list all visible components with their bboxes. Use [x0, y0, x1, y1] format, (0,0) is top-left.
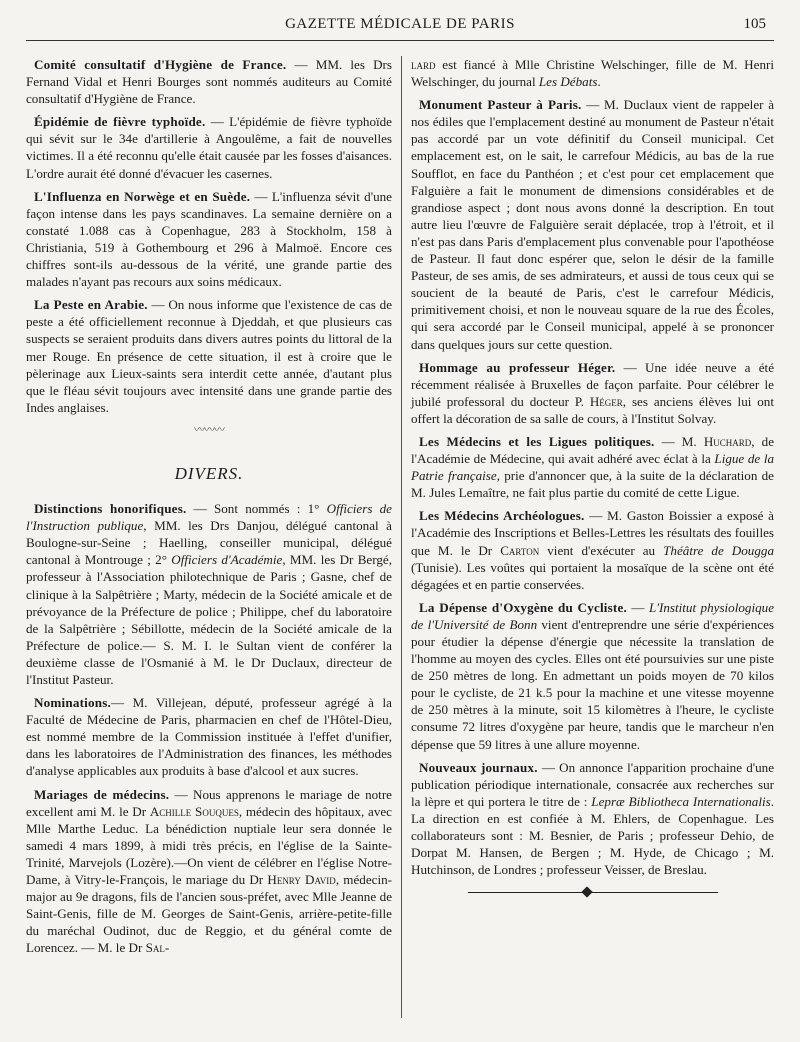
article-body: , médecin-major au 9e dragons, fils de l'ancien sous-préfet, avec Mlle Jeanne de Saint-Genis, fille de M. Georges de Saint-Genis, arrière-petite-fille du maréchal Oudinot, duc de Reggio, et du général comte de Lorencez. — M. le Dr [26, 872, 392, 956]
article-title: Les Médecins et les Ligues politiques. [419, 433, 655, 449]
italic-text: Lepræ Bibliotheca Internationalis [591, 793, 771, 809]
article-title: L'Influenza en Norwège et en Suède. [34, 188, 251, 204]
italic-text: L'Institut physiologique de l'Université de Bonn [411, 599, 775, 632]
italic-text: Ligue de la Patrie française [411, 451, 775, 484]
article-title: Nouveaux journaux. [419, 759, 538, 775]
article-nouveaux-journaux [411, 759, 774, 879]
article-title: Épidémie de fièvre typhoïde. [34, 114, 206, 130]
article-hommage-heger [411, 359, 774, 427]
article-comite-hygiene [26, 56, 392, 107]
article-body: — M. Duclaux vient de rappeler à nos édiles que l'emplacement destiné au monument de Pasteur n'était pas accordé par un vote définitif du Conseil municipal. Cet emplacement est, on le sait, le carrefour Médicis, au bas de la rue Soufflot, en face du Panthéon ; et c'est pour cet emplacement que Falguière a fait le monument de dimensions considérables et de grandiose aspect ; dont nous avons donné la description. En tout autre lieu l'œuvre de Falguière serait déplacée, trop à l'étroit, et il n'est pas dans Paris d'emplacement plus convenable pour l'apothéose de Pasteur. Il faut donc espérer que, selon le désir de la famille Pasteur, de ses amis, de ses admirateurs, et aussi de tous ceux qui se soucient de la beauté de Paris, c'est le carrefour Médicis, primitivement choisi, et non le nouveau square de la rue des Écoles, qui sera accordé par le Conseil municipal, appelé à se prononcer dans quelques jours sur cette question. [411, 97, 774, 352]
article-ligues-politiques [411, 433, 774, 501]
article-title: Distinctions honorifiques. [34, 501, 187, 517]
article-body: , médecin des hôpitaux, avec Mlle Marthe Leduc. La bénédiction nuptiale leur sera donnée le samedi 4 mars 1899, à midi très précis, en l'église de la Sainte-Trinité, Marvejols (Lozère).—On vient de célébrer en l'église Notre-Dame, à Vitry-le-François, le mariage du Dr [26, 803, 392, 888]
article-body: — L'épidémie de fièvre typhoïde qui sévit sur le 34e d'artillerie à Angoulême, a fait de nouvelles victimes. Il a été reconnu qu'elle était causée par les fosses d'aisances. L'ordre aurait été donné d'évacuer les casernes. [26, 114, 392, 181]
article-fievre-typhoide [26, 113, 392, 181]
article-distinctions [26, 500, 392, 688]
article-body: , ses anciens élèves lui ont offert la décoration de sa salle de cours, à l'Institut Solvay. [411, 393, 774, 426]
person-name: Sal- [145, 940, 170, 956]
article-body: — M. Gaston Boissier a exposé à l'Académie des Inscriptions et Belles-Lettres les résultats des fouilles que M. le Dr [411, 508, 774, 558]
person-name: lard [411, 57, 436, 72]
page-number: 105 [743, 16, 766, 32]
right-column [411, 56, 774, 893]
article-title: Mariages de médecins. [34, 786, 170, 802]
article-title: La Peste en Arabie. [34, 297, 148, 313]
article-peste-arabie [26, 296, 392, 416]
italic-text: Les Débats [538, 74, 598, 90]
article-title: Comité consultatif d'Hygiène de France. [34, 57, 287, 72]
article-mariages [26, 786, 392, 957]
article-mariages-continued [411, 56, 774, 90]
diamond-ornament [581, 887, 592, 898]
article-body: — [626, 599, 649, 615]
article-title: La Dépense d'Oxygène du Cycliste. [419, 599, 627, 615]
article-body: — Sont nommés : 1° [186, 501, 327, 517]
article-influenza [26, 188, 392, 291]
person-name: Achille Souques [149, 803, 239, 819]
italic-text: Théâtre de Dougga [663, 542, 774, 558]
page-header [26, 14, 774, 41]
article-body: , prie d'annoncer que, à la suite de la déclaration de M. Jules Lemaître, ne fait plus partie du comité de cette Ligue. [411, 468, 774, 501]
article-body: — Une idée neuve a été récemment réalisée à Bruxelles de façon parfaite. Pour célébrer le jubilé professoral du docteur P. [411, 359, 775, 409]
end-rule [468, 892, 718, 893]
article-body: . [597, 74, 601, 90]
article-monument-pasteur [411, 96, 774, 352]
journal-title: GAZETTE MÉDICALE DE PARIS [285, 16, 515, 32]
article-body: est fiancé à Mlle Christine Welschinger, fille de M. Henri Welschinger, du journal [411, 57, 774, 90]
italic-text: Officiers de l'Instruction publique [26, 501, 392, 534]
article-body: vient d'exécuter au [539, 542, 664, 558]
article-title: Hommage au professeur Héger. [419, 359, 616, 375]
article-medecins-archeologues [411, 507, 774, 592]
section-heading-divers: DIVERS. [174, 463, 244, 483]
article-body: vient d'entreprendre une série d'expériences pour étudier la dépense d'énergie que nécessite la translation de l'homme au moyen des cycles. Elles ont été poursuivies sur une piste de 250 mètres de long. En admettant un poids moyen de 70 kilos pour le cycliste, de 21 k.5 pour la machine et une vitesse moyenne de 250 mètres à la minute, soit 15 kilomètres à l'heure, le cycliste consume 72 litres d'oxygène par heure, tandis que le marcheur n'en dépense que 59 litres à une allure moyenne. [411, 616, 774, 752]
article-body: — M. Villejean, député, professeur agrégé à la Faculté de Médecine de Paris, pharmacien en chef de l'Hôtel-Dieu, est nommé membre de la Commission instituée à l'effet d'unifier, dans les laboratoires de l'Administration des finances, les méthodes d'analyse applicables aux produits à base d'alcool et aux sucres. [26, 695, 392, 779]
article-title: Nominations. [34, 695, 111, 711]
person-name: Héger [589, 393, 623, 409]
article-body: (Tunisie). Les voûtes qui portaient la mosaïque de la scène ont été dégagées et en partie conservées. [411, 559, 774, 592]
article-body: — L'influenza sévit d'une façon intense dans les pays scandinaves. La semaine dernière on a constaté 1.088 cas à Copenhague, 283 à Stockholm, 158 à Christiania, 519 à Gothembourg et 296 à Malmoë. Encore ces chiffres sont-ils au-dessous de la vérité, une grande partie des malades n'ayant pas recours aux soins médicaux. [26, 188, 392, 290]
person-name: Carton [500, 542, 540, 558]
article-nominations [26, 694, 392, 779]
article-body: , MM. les Drs Danjou, délégué cantonal à Boulogne-sur-Seine ; Haelling, conseiller municipal, délégué cantonal à Montrouge ; 2° [26, 518, 392, 568]
article-body: . La direction en est confiée à M. Ehlers, de Copenhague. Les collaborateurs sont : M. Besnier, de Paris ; professeur Dehio, de Dorpat M. Hansen, de Bergen ; M. Hyde, de Chicago ; M. Hutchinson, de Londres ; professeur Veisser, de Breslau. [411, 793, 774, 878]
article-body: — Nous apprenons le mariage de notre excellent ami M. le Dr [26, 786, 392, 819]
column-divider [401, 56, 402, 1018]
left-column [26, 56, 392, 963]
person-name: Huchard [703, 433, 752, 449]
person-name: Henry David [267, 872, 336, 888]
italic-text: Officiers d'Académie [171, 552, 283, 568]
article-body: — On annonce l'apparition prochaine d'une publication périodique internationale, consacrée aux recherches sur la lèpre et qui portera le titre de : [411, 759, 775, 809]
article-body: — On nous informe que l'existence de cas de peste a été officiellement reconnue à Djeddah, et que plusieurs cas suspects se seraient produits dans divers autres points du littoral de la mer Rouge. En présence de cette situation, il est à croire que le pèlerinage aux Lieux-saints sera interdit cette année, d'autant plus que le fléau sévit toujours avec intensité dans une grande partie des Indes anglaises. [26, 297, 393, 415]
article-title: Monument Pasteur à Paris. [419, 97, 582, 113]
article-body: , de l'Académie de Médecine, qui avait adhéré avec éclat à la [411, 433, 775, 467]
article-body: — MM. les Drs Fernand Vidal et Henri Bourges sont nommés auditeurs au Comité consultatif d'Hygiène de France. [26, 57, 393, 107]
ornament-divider: 〰〰〰 [194, 423, 224, 436]
article-body: , MM. les Dr Bergé, professeur à l'Association philotechnique de Paris ; Gasne, chef de clinique à la Salpêtrière ; Marty, médecin de la Société amicale et de prévoyance de la Préfecture de police ; Philippe, chef du laboratoire de la Salpêtrière ; Sébillotte, médecin de la Société amicale de la Préfecture de police.— S. M. I. le Sultan vient de conférer la deuxième classe de l'Osmanié à M. le Dr Duclaux, directeur de l'Institut Pasteur. [26, 552, 392, 687]
article-title: Les Médecins Archéologues. [419, 508, 585, 524]
article-oxygene-cycliste [411, 599, 774, 753]
article-body: — M. [654, 433, 704, 449]
